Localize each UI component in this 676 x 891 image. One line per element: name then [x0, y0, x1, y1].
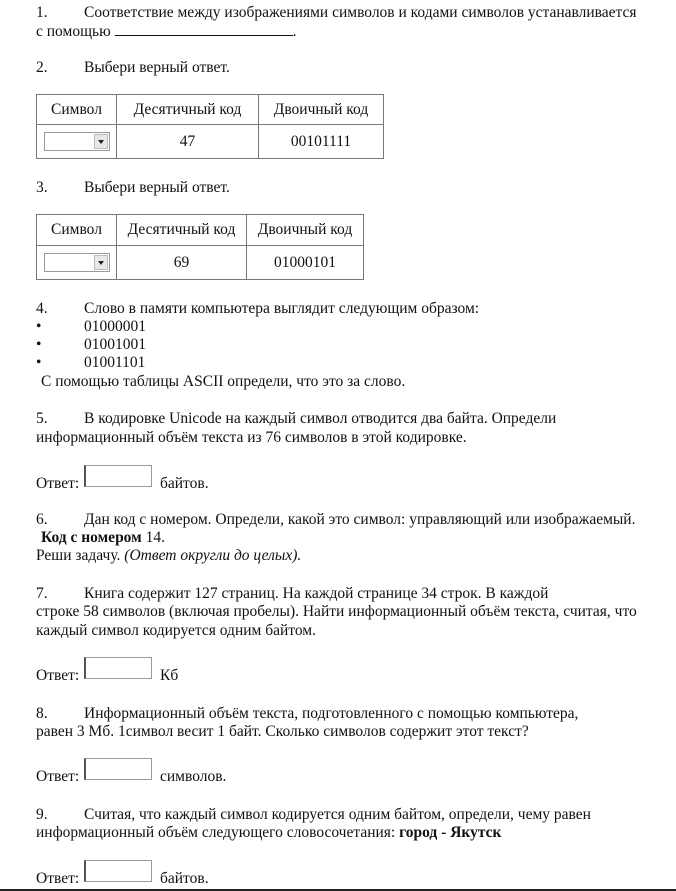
- binary-word: 01001001: [84, 336, 146, 353]
- answer-blank[interactable]: [115, 22, 293, 36]
- answer-unit: Кб: [160, 667, 179, 684]
- question-number: 4.: [36, 300, 48, 317]
- question-text-part: информационный объём следующего словосочетания:: [36, 824, 396, 841]
- answer-label: Ответ:: [36, 667, 80, 684]
- task-text: Реши задачу.: [36, 547, 121, 564]
- symbol-dropdown[interactable]: [44, 132, 110, 151]
- task-line: [36, 547, 301, 565]
- question-text-cont: строке 58 символов (включая пробелы). Найти информационный объём текста, считая, что: [36, 603, 637, 620]
- symbol-cell: [37, 125, 117, 159]
- code-line: [41, 529, 165, 547]
- question-text-cont: с помощью: [36, 23, 111, 40]
- code-value: 14.: [145, 529, 165, 546]
- chevron-down-icon[interactable]: [94, 255, 108, 270]
- question-number: 8.: [36, 705, 48, 722]
- answer-label: Ответ:: [36, 870, 80, 887]
- code-table: [36, 94, 384, 159]
- binary-word: 01001101: [84, 354, 146, 371]
- header-binary: Двоичный код: [259, 95, 384, 125]
- header-decimal: Десятичный код: [117, 95, 259, 125]
- question-number: 6.: [36, 511, 48, 528]
- answer-input[interactable]: [84, 860, 152, 882]
- answer-input[interactable]: [84, 657, 152, 679]
- question-number: 9.: [36, 806, 48, 823]
- binary-code: 00101111: [259, 125, 384, 159]
- question-instruction: С помощью таблицы ASCII определи, что это за слово.: [41, 373, 406, 390]
- answer-input[interactable]: [84, 758, 152, 780]
- question-text-cont: каждый символ кодируется одним байтом.: [36, 622, 316, 639]
- question-number: 7.: [36, 585, 48, 602]
- binary-code: 01000101: [247, 246, 364, 280]
- answer-unit: байтов.: [160, 870, 209, 887]
- question-text: Дан код с номером. Определи, какой это символ: управляющий или изображаемый.: [84, 511, 636, 528]
- phrase: город - Якутск: [399, 824, 502, 841]
- question-text: Книга содержит 127 страниц. На каждой странице 34 строк. В каждой: [84, 585, 549, 602]
- question-text: Считая, что каждый символ кодируется одним байтом, определи, чему равен: [84, 806, 591, 823]
- symbol-dropdown[interactable]: [44, 253, 110, 272]
- binary-word: 01000001: [84, 318, 146, 335]
- sentence-end: .: [292, 23, 297, 40]
- answer-unit: байтов.: [160, 475, 209, 492]
- question-text: Выбери верный ответ.: [84, 179, 230, 196]
- header-symbol: Символ: [37, 215, 117, 246]
- bullet-icon: •: [36, 336, 42, 353]
- chevron-down-icon[interactable]: [94, 134, 108, 149]
- answer-label: Ответ:: [36, 768, 80, 785]
- task-hint: (Ответ округли до целых).: [124, 547, 302, 564]
- header-decimal: Десятичный код: [117, 215, 247, 246]
- answer-label: Ответ:: [36, 475, 80, 492]
- decimal-code: 69: [117, 246, 247, 280]
- answer-unit: символов.: [160, 768, 227, 785]
- header-symbol: Символ: [37, 95, 117, 125]
- bullet-icon: •: [36, 354, 42, 371]
- question-text-cont: равен 3 Мб. 1символ весит 1 байт. Сколько символов содержит этот текст?: [36, 723, 529, 740]
- question-text: В кодировке Unicode на каждый символ отводится два байта. Определи: [84, 410, 557, 427]
- header-binary: Двоичный код: [247, 215, 364, 246]
- bullet-icon: •: [36, 318, 42, 335]
- question-text: Выбери верный ответ.: [84, 59, 230, 76]
- question-text: Информационный объём текста, подготовленного с помощью компьютера,: [84, 705, 579, 722]
- code-label: Код с номером: [41, 529, 142, 546]
- question-text: Слово в памяти компьютера выглядит следующим образом:: [84, 300, 480, 317]
- question-1-continuation: [36, 22, 297, 41]
- decimal-code: 47: [117, 125, 259, 159]
- question-number: 3.: [36, 179, 48, 196]
- symbol-cell: [37, 246, 117, 280]
- question-number: 2.: [36, 59, 48, 76]
- answer-input[interactable]: [84, 465, 152, 487]
- question-number: 5.: [36, 410, 48, 427]
- code-table: [36, 214, 364, 280]
- question-text: Соответствие между изображениями символов и кодами символов устанавливается: [84, 4, 637, 21]
- question-number: 1.: [36, 4, 48, 21]
- question-text-cont: [36, 824, 501, 842]
- question-text-cont: информационный объём текста из 76 символов в этой кодировке.: [36, 429, 467, 446]
